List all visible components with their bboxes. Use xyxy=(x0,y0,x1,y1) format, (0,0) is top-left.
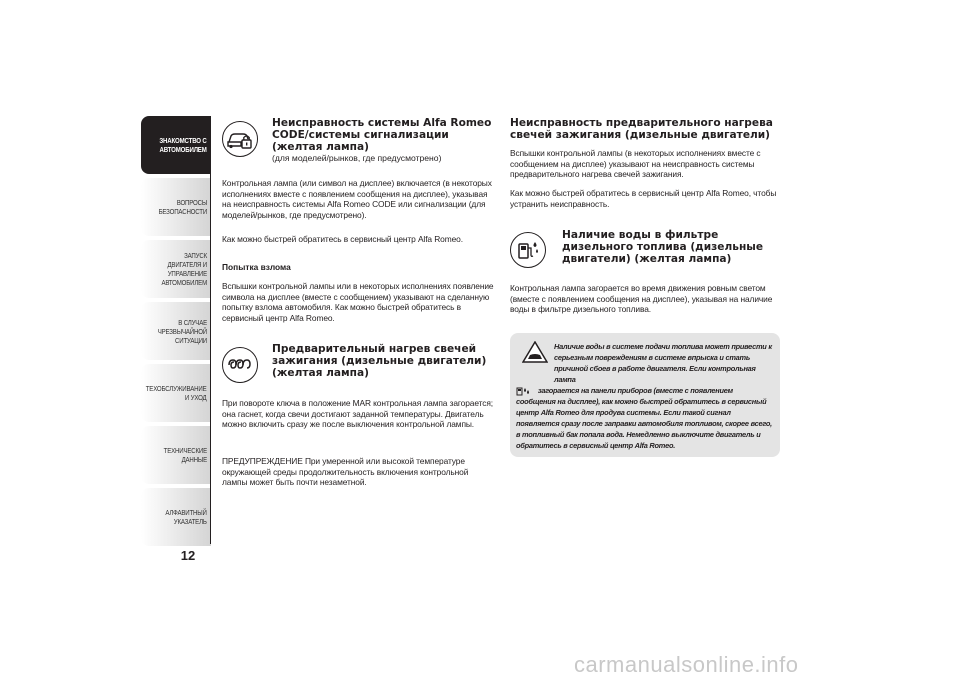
section-title-glow-plug: Предварительный нагрев свечей зажигания (дизельные двигатели) (желтая лампа) xyxy=(272,343,487,379)
paragraph: Контрольная лампа (или символ на дисплее) включается (в некоторых исполнениях вместе с появлением сообщения на дисплее), указывая на неисправность системы Alfa Romeo CODE или сигнализации (для моделей/рынков, где предусмотрено). xyxy=(222,178,492,220)
chapter-tab-technical[interactable] xyxy=(141,426,211,484)
warning-note xyxy=(510,333,780,457)
chapter-tab-label: ТЕХОБСЛУЖИВАНИЕ И УХОД xyxy=(146,384,207,402)
warning-note-text xyxy=(516,341,772,451)
chapter-tab-starting[interactable] xyxy=(141,240,211,298)
chapter-tab-label: ЗНАКОМСТВО С АВТОМОБИЛЕМ xyxy=(159,136,207,154)
alarm-lock-icon xyxy=(222,121,258,157)
chapter-tab-safety[interactable] xyxy=(141,178,211,236)
paragraph: Как можно быстрей обратитесь в сервисный центр Alfa Romeo. xyxy=(222,234,463,244)
chapter-tab-label: ЗАПУСК ДВИГАТЕЛЯ И УПРАВЛЕНИЕ АВТОМОБИЛЕМ xyxy=(161,251,207,287)
chapter-tab-maintenance[interactable] xyxy=(141,364,211,422)
paragraph: Как можно быстрей обратитесь в сервисный центр Alfa Romeo, чтобы устранить неисправность. xyxy=(510,188,777,209)
watermark: carmanualsonline.info xyxy=(574,652,799,677)
warning-note-first: Наличие воды в системе подачи топлива может привести к серьезным повреждениям в системе впрыска и стать причиной сбоев в работе двигателя. Если контрольная лампа xyxy=(554,342,772,384)
glow-plug-icon xyxy=(222,347,258,383)
warning-note-rest: загорается на панели приборов (вместе с появлением сообщения на дисплее), как можно быстрей обратитесь в сервисный центр Alfa Romeo для продува системы. Если такой сигнал появляется сразу после заправки автомобиля топливом, скорее всего, в топливный бак попала вода. Немедленно выключите двигатель и обратитесь в сервисный центр Alfa Romeo. xyxy=(516,386,772,450)
subheading-tamper: Попытка взлома xyxy=(222,262,291,272)
section-title-water-in-fuel: Наличие воды в фильтре дизельного топлива (дизельные двигатели) (желтая лампа) xyxy=(562,229,764,265)
chapter-tab-index[interactable] xyxy=(141,488,211,546)
paragraph: ПРЕДУПРЕЖДЕНИЕ При умеренной или высокой температуре окружающей среды продолжительность включения контрольной лампы может быть почти незаметной. xyxy=(222,456,469,488)
section-title-glow-plug-fault: Неисправность предварительного нагрева свечей зажигания (дизельные двигатели) xyxy=(510,117,773,141)
paragraph: Вспышки контрольной лампы или в некоторых исполнениях появление символа на дисплее (вместе с сообщением) указывают на сделанную попытку взлома автомобиля. Как можно быстрей обратитесь в сервисный центр Alfa Romeo. xyxy=(222,281,494,323)
chapter-tab-emergency[interactable] xyxy=(141,302,211,360)
section-subtitle: (для моделей/рынков, где предусмотрено) xyxy=(272,153,442,163)
chapter-tab-label: АЛФАВИТНЫЙ УКАЗАТЕЛЬ xyxy=(165,508,207,526)
chapter-tab-intro[interactable] xyxy=(141,116,211,174)
section-title-alfa-code xyxy=(272,117,497,164)
paragraph: Контрольная лампа загорается во время движения ровным светом (вместе с появлением сообщения на дисплее), указывая на наличие воды в фильтре дизельного топлива. xyxy=(510,283,773,315)
section-title-text: Неисправность системы Alfa Romeo CODE/системы сигнализации (желтая лампа) xyxy=(272,117,492,153)
water-in-fuel-small-icon xyxy=(516,387,536,396)
chapter-tab-label: ВОПРОСЫ БЕЗОПАСНОСТИ xyxy=(158,198,207,216)
sidebar-divider xyxy=(210,116,211,544)
paragraph: При повороте ключа в положение MAR контрольная лампа загорается; она гаснет, когда свечи достигают заданной температуры. Двигатель можно включить сразу же после выключения контрольной лампы. xyxy=(222,398,493,430)
page-number: 12 xyxy=(180,548,196,563)
chapter-tab-label: В СЛУЧАЕ ЧРЕЗВЫЧАЙНОЙ СИТУАЦИИ xyxy=(157,317,207,345)
water-in-fuel-icon xyxy=(510,232,546,268)
paragraph: Вспышки контрольной лампы (в некоторых исполнениях вместе с сообщением на дисплее) указывают на неисправность системы предварительного нагрева свечей зажигания. xyxy=(510,148,761,180)
chapter-tab-label: ТЕХНИЧЕСКИЕ ДАННЫЕ xyxy=(163,446,207,464)
